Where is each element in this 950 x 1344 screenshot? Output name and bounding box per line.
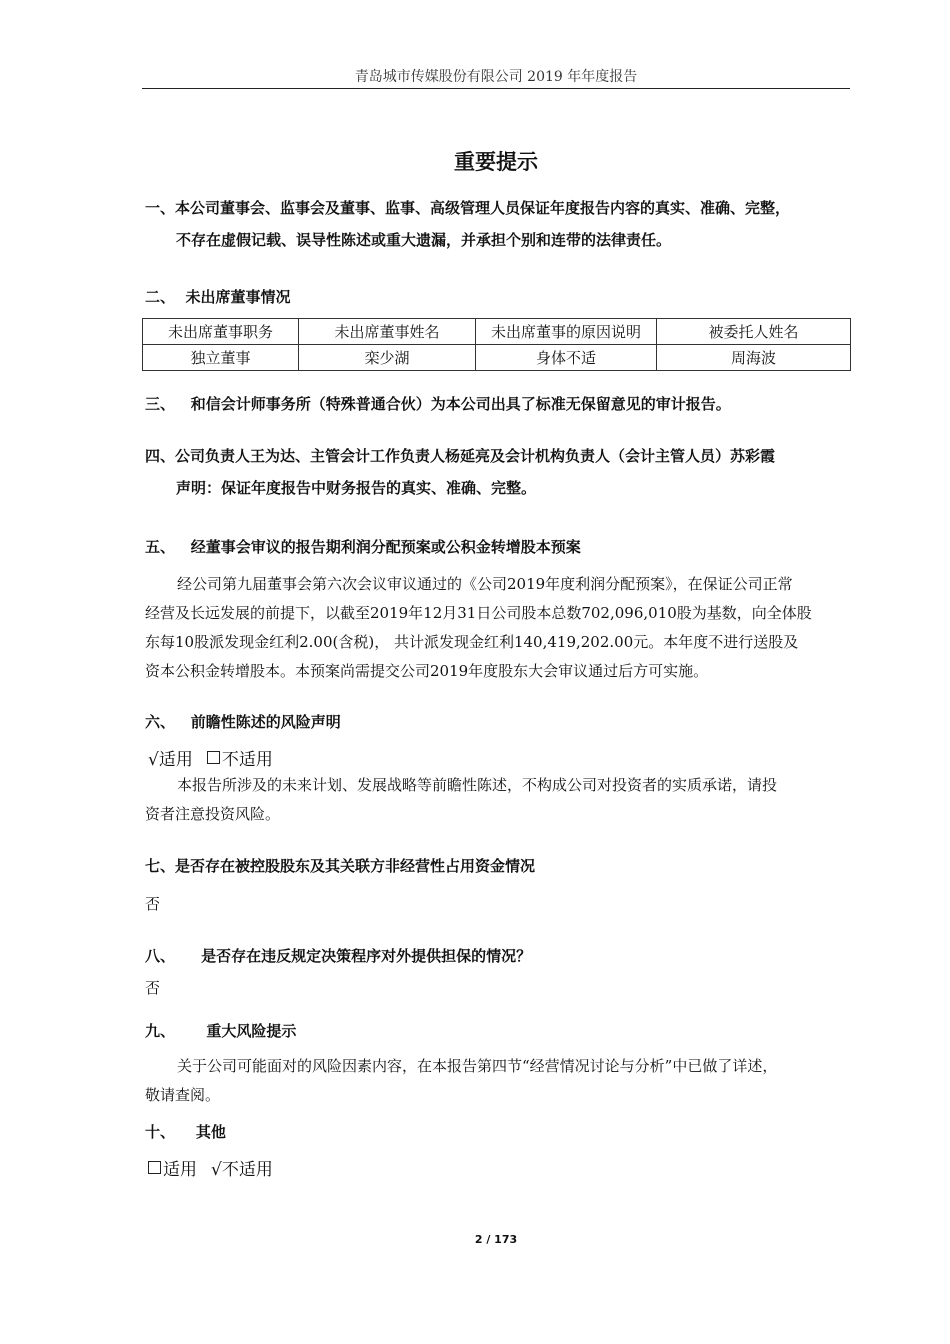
section-9-heading <box>145 1015 857 1047</box>
section-6-options <box>148 745 273 770</box>
section-9-line-2: 敬请查阅。 <box>145 1086 221 1104</box>
section-1-line-1: 本公司董事会、监事会及董事、监事、高级管理人员保证年度报告内容的真实、准确、完整， <box>175 199 791 217</box>
section-6-number: 六、 <box>145 713 176 731</box>
section-5-line-3: 东每10股派发现金红利2.00(含税)， 共计派发现金红利140,419,202.00元。本年度不进行送股及 <box>145 633 799 651</box>
section-9-number: 九、 <box>145 1022 176 1040</box>
report-header-title: 青岛城市传媒股份有限公司 2019 年年度报告 <box>354 69 638 85</box>
section-4-line-2: 声明：保证年度报告中财务报告的真实、准确、完整。 <box>176 479 537 497</box>
section-1-line-2: 不存在虚假记载、误导性陈述或重大遗漏，并承担个别和连带的法律责任。 <box>176 231 672 249</box>
section-1-number: 一、 <box>145 199 176 217</box>
section-8-title: 是否存在违反规定决策程序对外提供担保的情况？ <box>201 947 532 965</box>
table-cell: 独立董事 <box>143 345 299 371</box>
section-8-heading <box>145 940 857 972</box>
section-9-title: 重大风险提示 <box>206 1022 297 1040</box>
empty-checkbox-icon <box>207 751 220 764</box>
not-applicable-option-checked: √不适用 <box>211 1160 273 1180</box>
section-1 <box>145 192 857 256</box>
table-cell: 栾少湖 <box>299 345 476 371</box>
table-cell: 身体不适 <box>476 345 657 371</box>
applicable-option: 适用 <box>163 1160 197 1180</box>
table-header-row <box>143 319 851 345</box>
section-3-text: 和信会计师事务所（特殊普通合伙）为本公司出具了标准无保留意见的审计报告。 <box>190 395 731 413</box>
section-5-line-4: 资本公积金转增股本。本预案尚需提交公司2019年度股东大会审议通过后方可实施。 <box>145 662 709 680</box>
section-6-line-1: 本报告所涉及的未来计划、发展战略等前瞻性陈述，不构成公司对投资者的实质承诺，请投 <box>177 776 778 794</box>
table-header-cell: 被委托人姓名 <box>657 319 851 345</box>
section-7-title: 是否存在被控股股东及其关联方非经营性占用资金情况 <box>175 857 536 875</box>
section-5-line-1: 经公司第九届董事会第六次会议审议通过的《公司2019年度利润分配预案》，在保证公司正常 <box>177 575 793 593</box>
section-10-title: 其他 <box>195 1123 226 1141</box>
section-6-heading <box>145 706 857 738</box>
section-5-title: 经董事会审议的报告期利润分配预案或公积金转增股本预案 <box>190 538 581 556</box>
section-4 <box>145 440 857 504</box>
section-6-line-2: 资者注意投资风险。 <box>145 805 281 823</box>
section-6-paragraph <box>145 771 853 829</box>
page-number: 2 / 173 <box>474 1233 518 1246</box>
section-7-answer: 否 <box>145 895 161 913</box>
section-7-heading <box>145 850 857 882</box>
section-10-number: 十、 <box>145 1123 176 1141</box>
section-3-number: 三、 <box>145 395 176 413</box>
section-9-paragraph <box>145 1052 853 1110</box>
empty-checkbox-icon <box>148 1161 161 1174</box>
section-7-number: 七、 <box>145 857 176 875</box>
section-10-heading <box>145 1116 857 1148</box>
absent-directors-table <box>142 318 851 371</box>
section-5-heading <box>145 531 857 563</box>
section-5-number: 五、 <box>145 538 176 556</box>
header-divider <box>142 88 850 89</box>
section-5-line-2: 经营及长远发展的前提下，以截至2019年12月31日公司股本总数702,096,010股为基数，向全体股 <box>145 604 812 622</box>
section-8-number: 八、 <box>145 947 176 965</box>
page-title: 重要提示 <box>454 150 538 174</box>
section-5-paragraph <box>145 570 853 686</box>
table-cell: 周海波 <box>657 345 851 371</box>
section-3 <box>145 388 857 420</box>
section-4-number: 四、 <box>145 447 176 465</box>
section-2-number: 二、 <box>145 288 176 306</box>
table-row <box>143 345 851 371</box>
applicable-option-checked: √适用 <box>148 750 193 770</box>
section-4-line-1: 公司负责人王为达、主管会计工作负责人杨延亮及会计机构负责人（会计主管人员）苏彩霞 <box>175 447 776 465</box>
section-9-line-1: 关于公司可能面对的风险因素内容，在本报告第四节“经营情况讨论与分析”中已做了详述， <box>177 1057 778 1075</box>
section-8-answer: 否 <box>145 979 161 997</box>
section-2-title: 未出席董事情况 <box>185 288 291 306</box>
section-2-heading <box>145 281 857 313</box>
table-header-cell: 未出席董事的原因说明 <box>476 319 657 345</box>
table-header-cell: 未出席董事姓名 <box>299 319 476 345</box>
not-applicable-option: 不适用 <box>221 750 273 770</box>
section-6-title: 前瞻性陈述的风险声明 <box>190 713 341 731</box>
section-10-options <box>148 1155 273 1180</box>
table-header-cell: 未出席董事职务 <box>143 319 299 345</box>
